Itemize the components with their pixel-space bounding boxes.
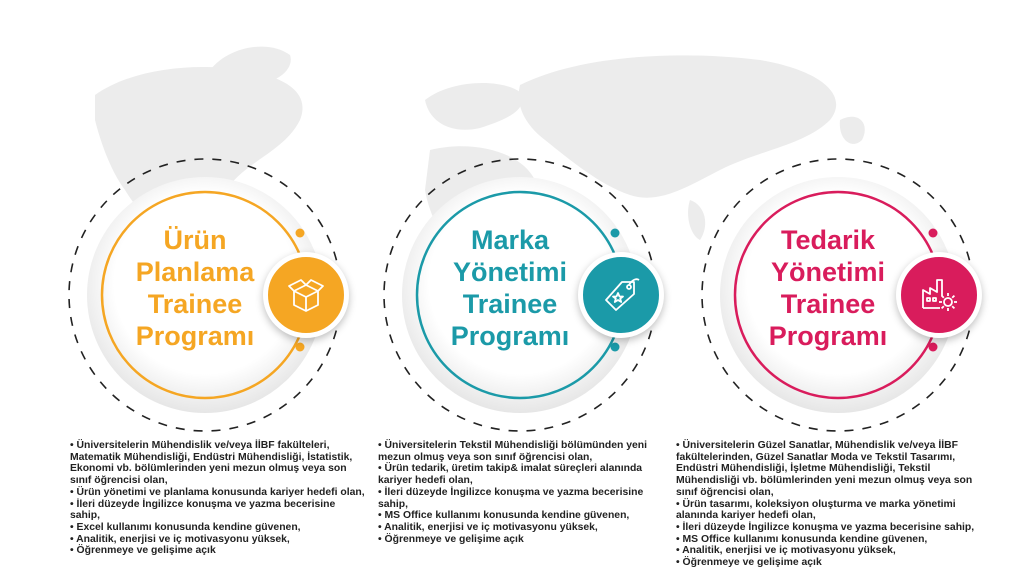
program-card-supply-management xyxy=(688,145,988,445)
title-line: Ürün xyxy=(163,225,227,255)
arc-end-dot xyxy=(929,229,938,238)
arc-end-dot xyxy=(296,229,305,238)
requirement-item: • Ürün tedarik, üretim takip& imalat süreçleri alanında kariyer hedefi olan, xyxy=(378,463,643,487)
requirement-item: • Analitik, enerjisi ve iç motivasyonu yüksek, xyxy=(378,521,598,533)
title-line: Tedarik xyxy=(780,225,876,255)
requirement-item: • Analitik, enerjisi ve iç motivasyonu yüksek, xyxy=(70,533,290,545)
requirement-item: • Öğrenmeye ve gelişime açık xyxy=(70,545,216,557)
program-title xyxy=(415,213,605,363)
arc-end-dot xyxy=(611,229,620,238)
requirement-item: • Ürün yönetimi ve planlama konusunda kariyer hedefi olan, xyxy=(70,486,365,498)
icon-badge xyxy=(578,252,664,338)
requirement-item: • Ürün tasarımı, koleksiyon oluşturma ve marka yönetimi alanında kariyer hedefi olan, xyxy=(676,498,956,522)
program-card-product-planning xyxy=(55,145,355,445)
requirement-item: • Öğrenmeye ve gelişime açık xyxy=(676,557,822,569)
program-description-product-planning xyxy=(70,440,365,557)
title-line: Trainee xyxy=(462,289,558,319)
title-line: Trainee xyxy=(780,289,876,319)
program-description-brand-management xyxy=(378,440,673,545)
requirement-item: • Excel kullanımı konusunda kendine güvenen, xyxy=(70,521,301,533)
requirement-item: • Üniversitelerin Güzel Sanatlar, Mühendislik ve/veya İİBF fakültelerinden, Güzel Sanatlar Moda ve Tekstil Tasarımı, Endüstri Mühendisliği, İşletme Mühendisliği, Tekstil Mühendisliği vb. bölümlerinden yeni mezun olmuş veya son sınıf öğrencisi olan, xyxy=(676,440,973,498)
program-title xyxy=(100,213,290,363)
title-line: Programı xyxy=(450,321,570,351)
program-description-supply-management xyxy=(676,440,976,569)
factory-gear-icon xyxy=(918,274,960,316)
requirement-item: • Öğrenmeye ve gelişime açık xyxy=(378,533,524,545)
title-line: Programı xyxy=(135,321,255,351)
title-line: Yönetimi xyxy=(770,257,885,287)
requirement-item: • İleri düzeyde İngilizce konuşma ve yazma becerisine sahip, xyxy=(378,486,644,510)
requirement-item: • Üniversitelerin Tekstil Mühendisliği bölümünden yeni mezun olmuş veya son sınıf öğrencisi olan, xyxy=(378,440,648,463)
program-title xyxy=(733,213,923,363)
title-line: Marka xyxy=(470,225,550,255)
title-line: Programı xyxy=(768,321,888,351)
requirement-item: • İleri düzeyde İngilizce konuşma ve yazma becerisine sahip, xyxy=(676,521,975,533)
arc-end-dot xyxy=(611,343,620,352)
price-tag-icon xyxy=(600,274,642,316)
requirement-item: • İleri düzeyde İngilizce konuşma ve yazma becerisine sahip, xyxy=(70,498,336,522)
title-line: Yönetimi xyxy=(452,257,567,287)
box-icon xyxy=(286,275,326,315)
requirement-item: • Analitik, enerjisi ve iç motivasyonu yüksek, xyxy=(676,545,896,557)
title-line: Trainee xyxy=(147,289,243,319)
icon-badge xyxy=(263,252,349,338)
icon-badge xyxy=(896,252,982,338)
arc-end-dot xyxy=(296,343,305,352)
requirement-item: • Üniversitelerin Mühendislik ve/veya İİBF fakülteleri, Matematik Mühendisliği, Endüstri Mühendisliği, İstatistik, Ekonomi vb. bölümlerinden yeni mezun olmuş veya son sınıf öğrencisi olan, xyxy=(70,440,353,487)
program-card-brand-management xyxy=(370,145,670,445)
title-line: Planlama xyxy=(135,257,255,287)
arc-end-dot xyxy=(929,343,938,352)
requirement-item: • MS Office kullanımı konusunda kendine güvenen, xyxy=(676,533,928,545)
requirement-item: • MS Office kullanımı konusunda kendine güvenen, xyxy=(378,510,630,522)
